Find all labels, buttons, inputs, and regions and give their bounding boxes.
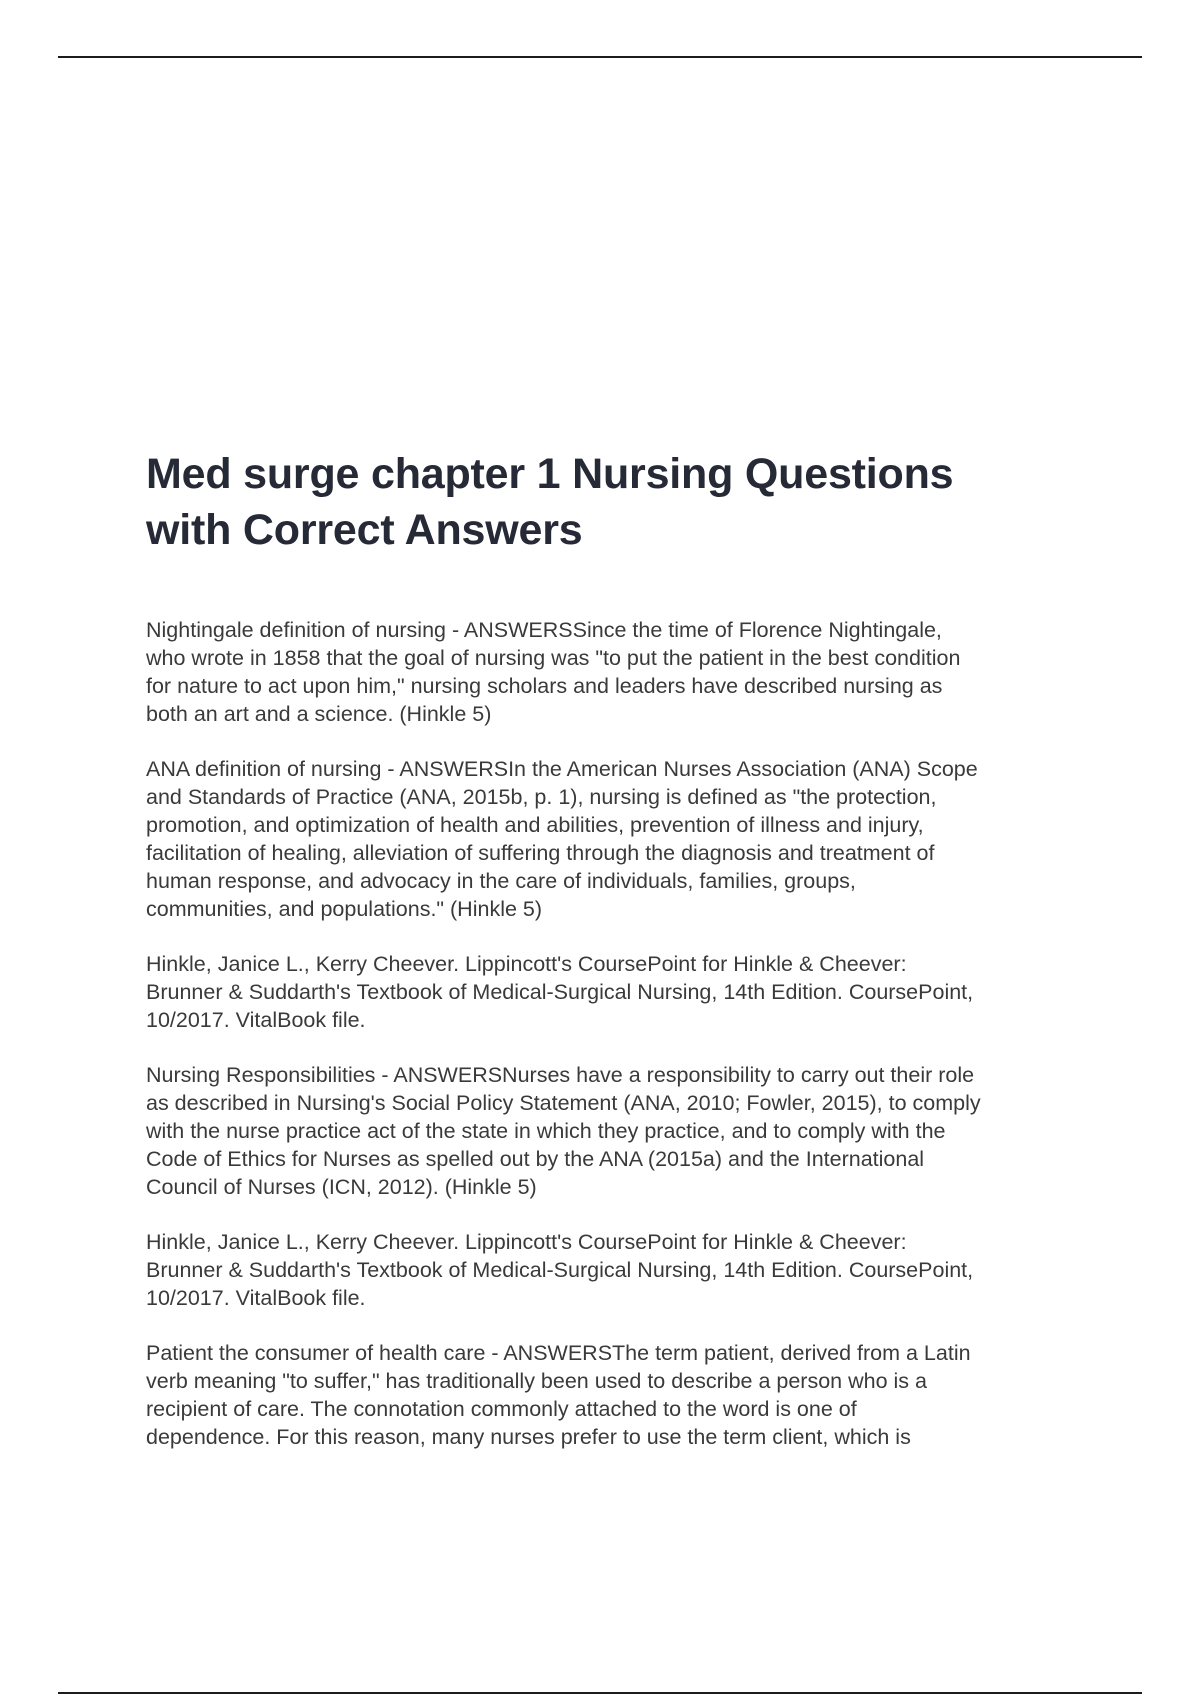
document-title (146, 446, 1096, 558)
paragraph-citation: Hinkle, Janice L., Kerry Cheever. Lippincott's CoursePoint for Hinkle & Cheever: Brunner & Suddarth's Textbook of Medical-Surgical Nursing, 14th Edition. CoursePoint, 10/2017. VitalBook file. (146, 1230, 974, 1310)
paragraph-nursing-responsibilities: Nursing Responsibilities - ANSWERSNurses have a responsibility to carry out their role as described in Nursing's Social Policy Statement (ANA, 2010; Fowler, 2015), to comply with the nurse practice act of the state in which they practice, and to comply with the Code of Ethics for Nurses as spelled out by the ANA (2015a) and the International Council of Nurses (ICN, 2012). (Hinkle 5) (146, 1063, 981, 1199)
paragraph-nightingale-definition: Nightingale definition of nursing - ANSWERSSince the time of Florence Nightingale, who wrote in 1858 that the goal of nursing was "to put the patient in the best condition for nature to act upon him," nursing scholars and leaders have described nursing as both an art and a science. (Hinkle 5) (146, 618, 961, 726)
paragraph-citation: Hinkle, Janice L., Kerry Cheever. Lippincott's CoursePoint for Hinkle & Cheever: Brunner & Suddarth's Textbook of Medical-Surgical Nursing, 14th Edition. CoursePoint, 10/2017. VitalBook file. (146, 952, 974, 1032)
document-body (146, 446, 1096, 1478)
paragraph-patient-consumer: Patient the consumer of health care - ANSWERSThe term patient, derived from a Latin verb meaning "to suffer," has traditionally been used to describe a person who is a recipient of care. The connotation commonly attached to the word is one of dependence. For this reason, many nurses prefer to use the term client, which is (146, 1341, 971, 1449)
paragraph-ana-definition: ANA definition of nursing - ANSWERSIn the American Nurses Association (ANA) Scope and Standards of Practice (ANA, 2015b, p. 1), nursing is defined as "the protection, promotion, and optimization of health and abilities, prevention of illness and injury, facilitation of healing, alleviation of suffering through the diagnosis and treatment of human response, and advocacy in the care of individuals, families, groups, communities, and populations." (Hinkle 5) (146, 757, 978, 921)
title-line-2: with Correct Answers (146, 506, 583, 554)
paragraph-list (146, 616, 1096, 1451)
bottom-rule (58, 1692, 1142, 1694)
top-rule (58, 56, 1142, 58)
title-line-1: Med surge chapter 1 Nursing Questions (146, 450, 954, 498)
